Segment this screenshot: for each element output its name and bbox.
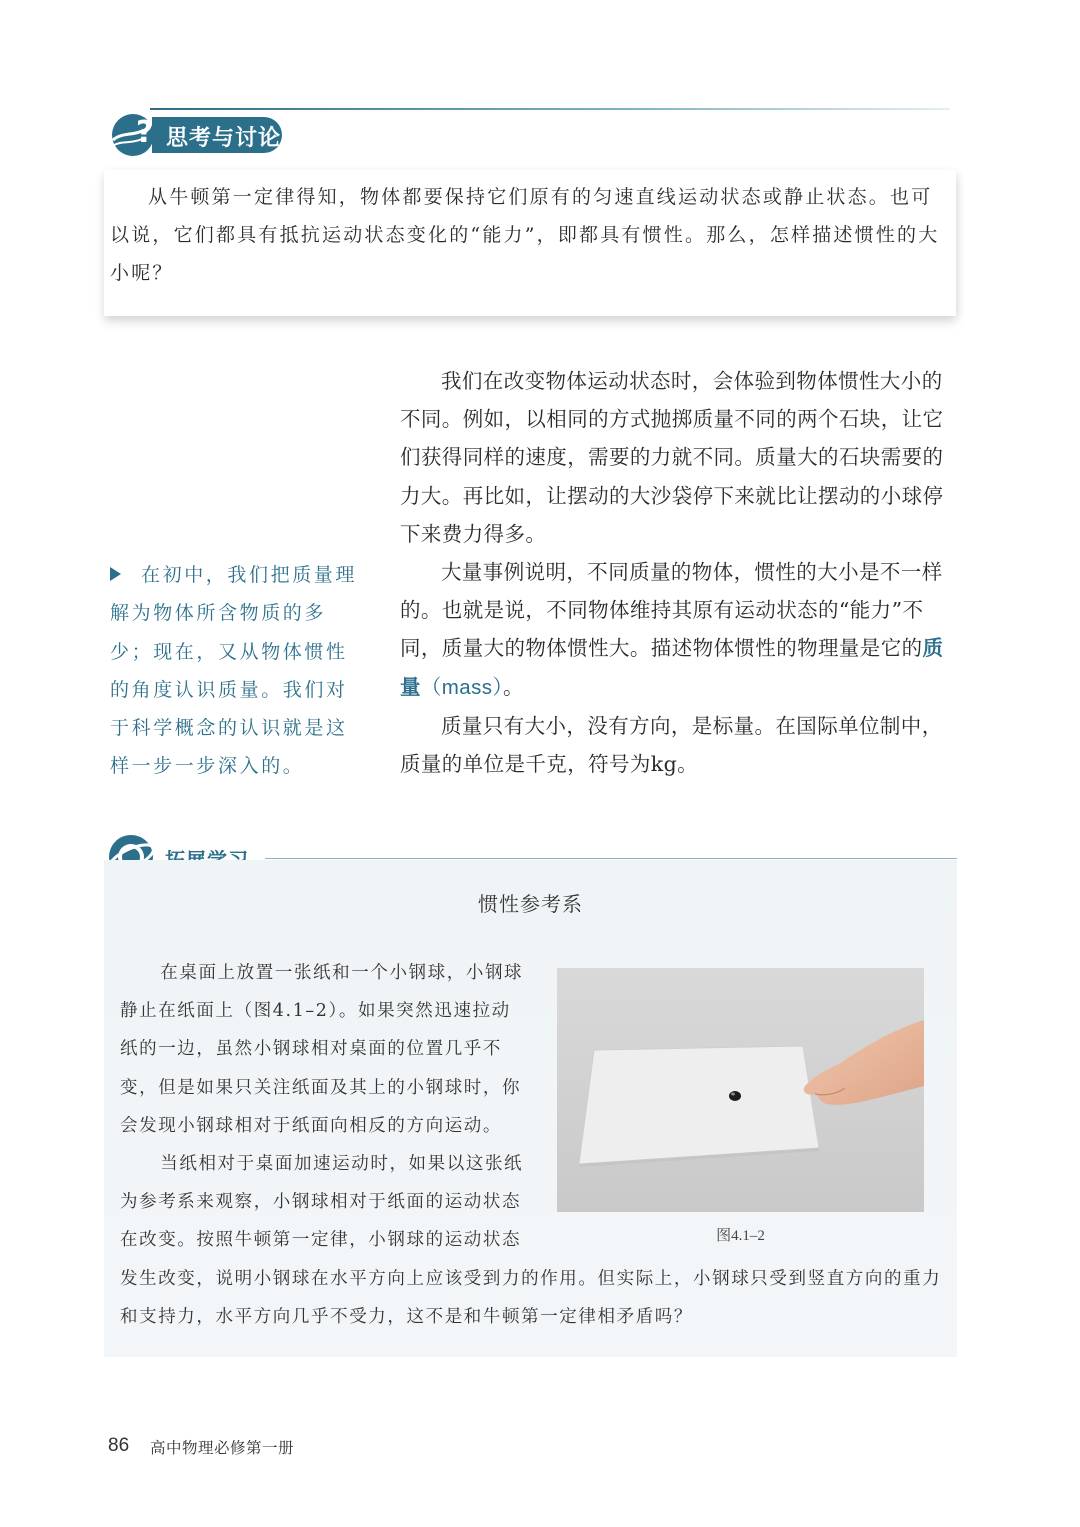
- think-discuss-paragraph: 从牛顿第一定律得知，物体都要保持它们原有的匀速直线运动状态或静止状态。也可以说，它们都具有抵抗运动状态变化的“能力”，即都具有惯性。那么，怎样描述惯性的大小呢？: [110, 186, 940, 284]
- paragraph-2-end: 。: [503, 674, 524, 699]
- main-paragraph-2: [400, 553, 960, 707]
- extended-rule: [265, 858, 957, 859]
- triangle-marker-icon: [110, 567, 121, 581]
- svg-text:?: ?: [136, 115, 154, 150]
- page-number: 86: [108, 1435, 130, 1456]
- side-note: [110, 556, 360, 786]
- think-discuss-title: 思考与讨论: [166, 126, 282, 151]
- main-paragraph-3: 质量只有大小，没有方向，是标量。在国际单位制中，质量的单位是千克，符号为kg。: [400, 713, 943, 777]
- side-note-text: 在初中，我们把质量理解为物体所含物质的多少；现在，又从物体惯性的角度认识质量。我们对于科学概念的认识就是这样一步一步深入的。: [110, 564, 358, 778]
- think-discuss-text: [110, 178, 940, 292]
- term-mass: 质量: [400, 636, 944, 699]
- main-body: [400, 362, 960, 783]
- question-bubble-icon: [108, 112, 158, 158]
- main-paragraph-1: 我们在改变物体运动状态时，会体验到物体惯性大小的不同。例如，以相同的方式抛掷质量不同的两个石块，让它们获得同样的速度，需要的力就不同。质量大的石块需要的力大。再比如，让摆动的大沙袋停下来就比让摆动的小球停下来费力得多。: [400, 369, 944, 546]
- think-discuss-badge: [108, 112, 283, 158]
- book-title: 高中物理必修第一册: [150, 1439, 295, 1457]
- term-mass-english: （mass）: [420, 675, 504, 699]
- extended-paragraph-2: 当纸相对于桌面加速运动时，如果以这张纸为参考系来观察，小钢球相对于纸面的运动状态在改变。按照牛顿第一定律，小钢球的运动状态发生改变，说明小钢球在水平方向上应该受到力的作用。但实际上，小钢球只受到竖直方向的重力和支持力，水平方向几乎不受力，这不是和牛顿第一定律相矛盾吗？: [120, 1154, 942, 1327]
- paragraph-2-text: 大量事例说明，不同质量的物体，惯性的大小是不一样的。也就是说，不同物体维持其原有运动状态的“能力”不同，质量大的物体惯性大。描述物体惯性的物理量是它的: [400, 560, 943, 661]
- figure-caption: 图4.1–2: [716, 1228, 765, 1244]
- extended-heading: 惯性参考系: [478, 892, 583, 916]
- extended-paragraph-1: 在桌面上放置一张纸和一个小钢球，小钢球静止在纸面上（图4.1–2）。如果突然迅速拉动纸的一边，虽然小钢球相对桌面的位置几乎不变，但是如果只关注纸面及其上的小钢球时，你会发现小钢球相对于纸面向相反的方向运动。: [120, 963, 524, 1136]
- section-rule: [150, 108, 950, 110]
- paper-steel-ball-photo: [557, 968, 924, 1212]
